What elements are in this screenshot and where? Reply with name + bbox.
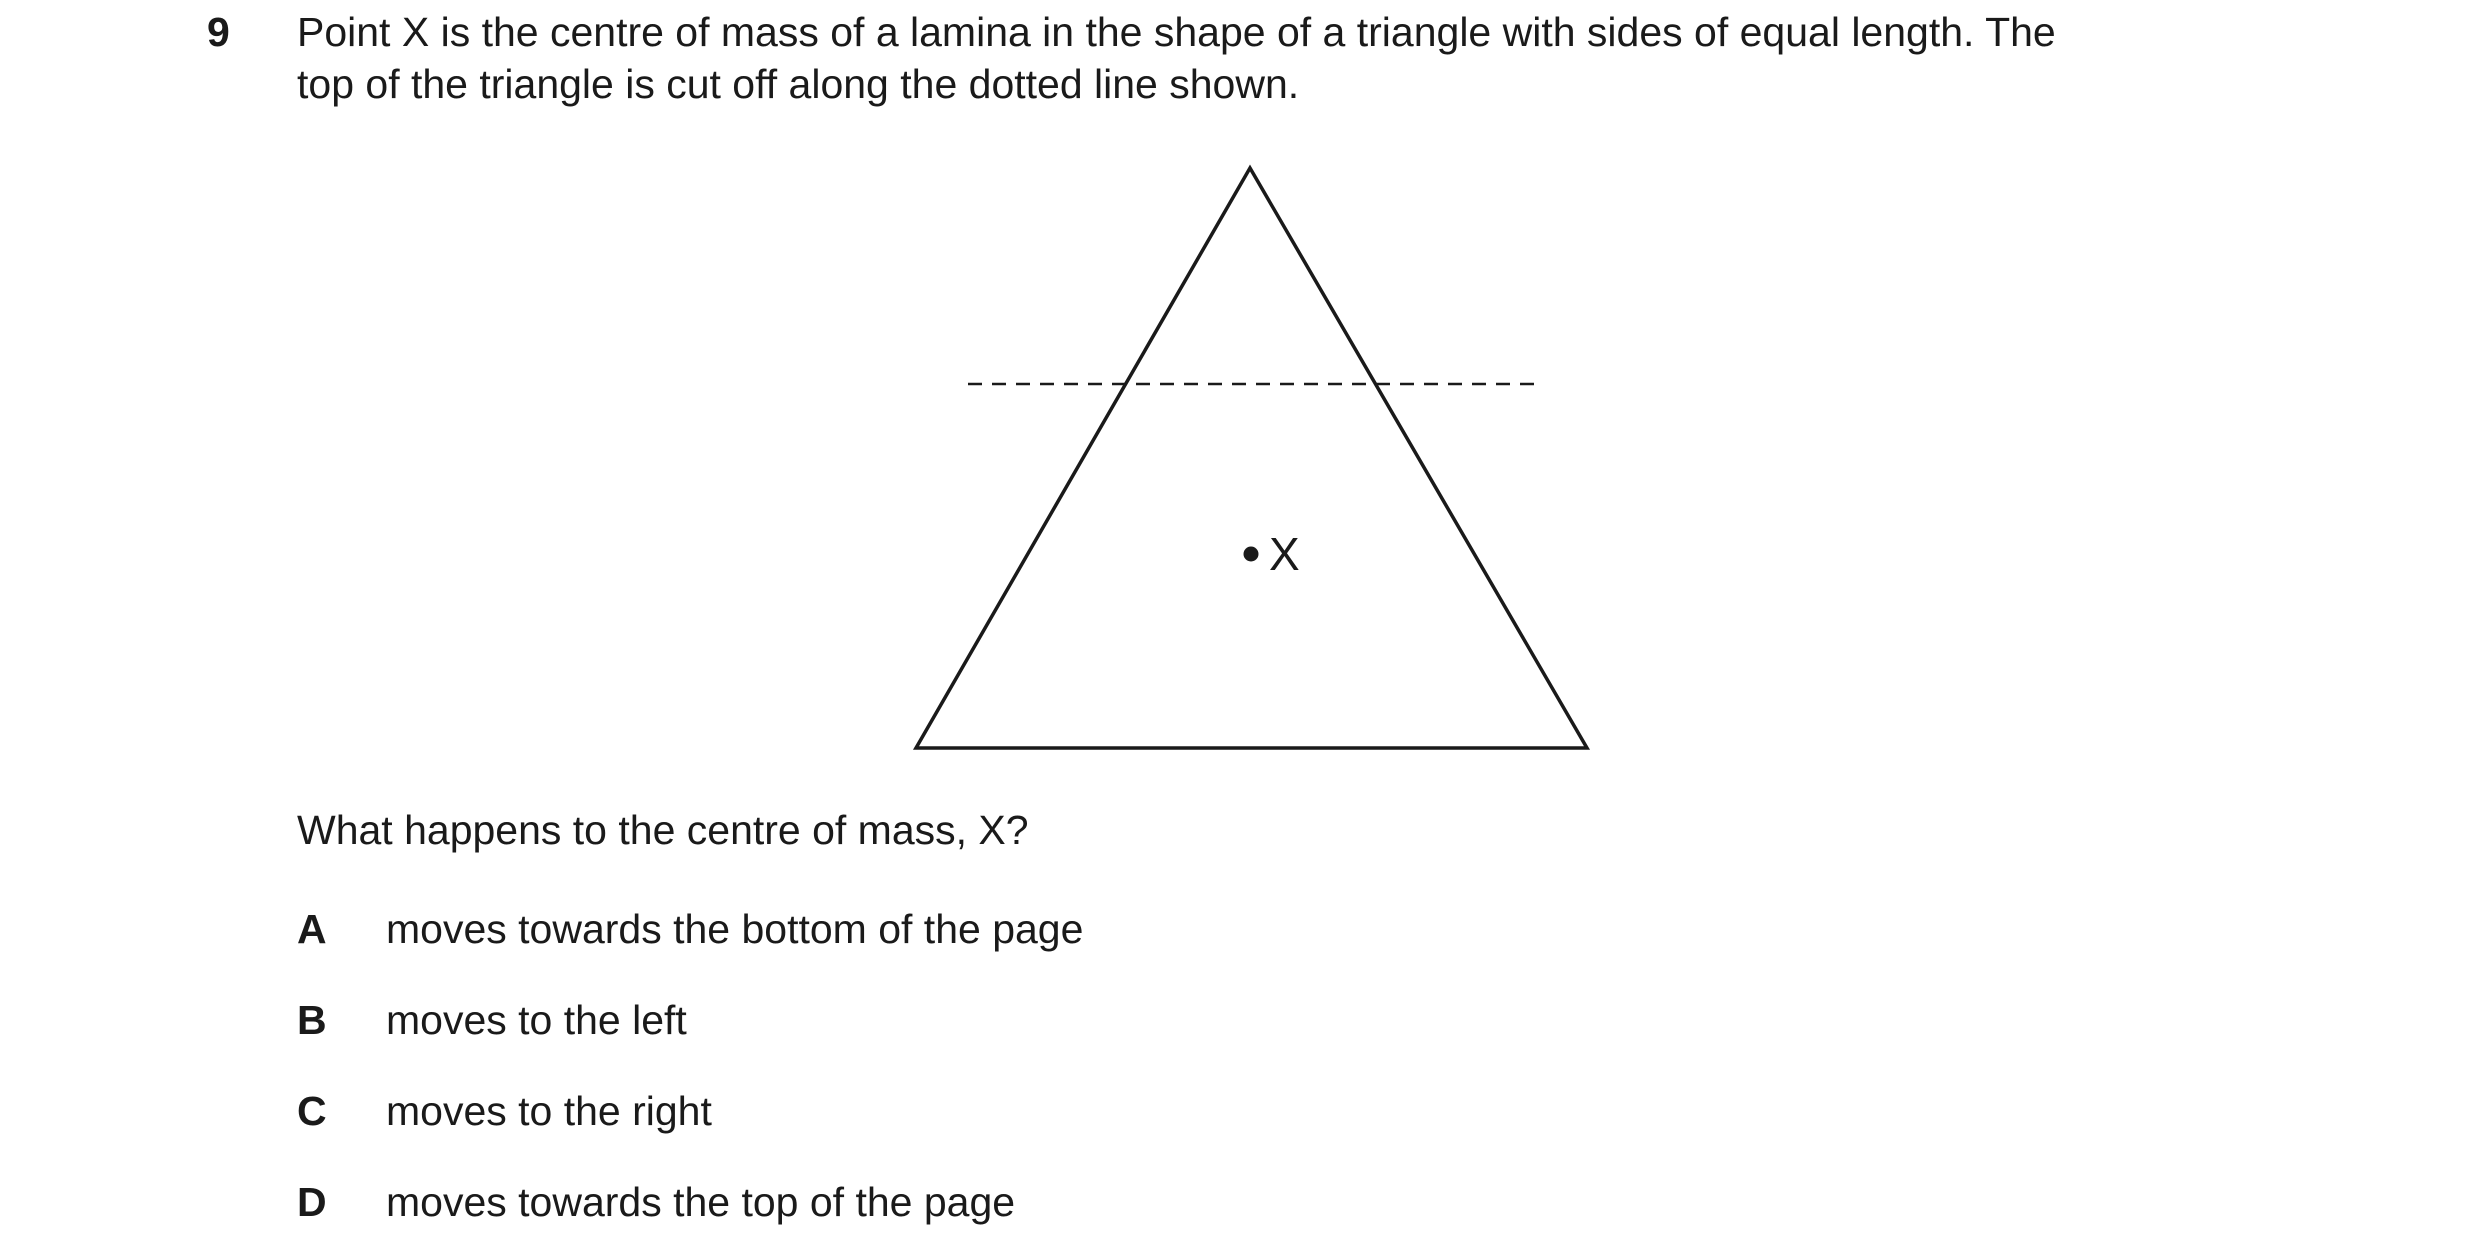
- option-letter: D: [297, 1179, 327, 1225]
- question-prompt: What happens to the centre of mass, X?: [297, 807, 1029, 853]
- option-text: moves towards the top of the page: [386, 1179, 1016, 1225]
- question-stem-line-2: top of the triangle is cut off along the dotted line shown.: [297, 61, 1300, 107]
- option-letter: C: [297, 1088, 327, 1134]
- option-letter: B: [297, 997, 327, 1043]
- equilateral-triangle-lamina: [916, 168, 1587, 748]
- option-text: moves to the left: [386, 997, 687, 1043]
- question-stem-line-1: Point X is the centre of mass of a lamina in the shape of a triangle with sides of equal length. The: [297, 9, 2056, 55]
- centre-of-mass-label: X: [1269, 528, 1300, 580]
- option-text: moves towards the bottom of the page: [386, 906, 1084, 952]
- option-letter: A: [297, 906, 327, 952]
- option-text: moves to the right: [386, 1088, 712, 1134]
- centre-of-mass-point: [1244, 547, 1259, 562]
- question-number: 9: [207, 9, 230, 55]
